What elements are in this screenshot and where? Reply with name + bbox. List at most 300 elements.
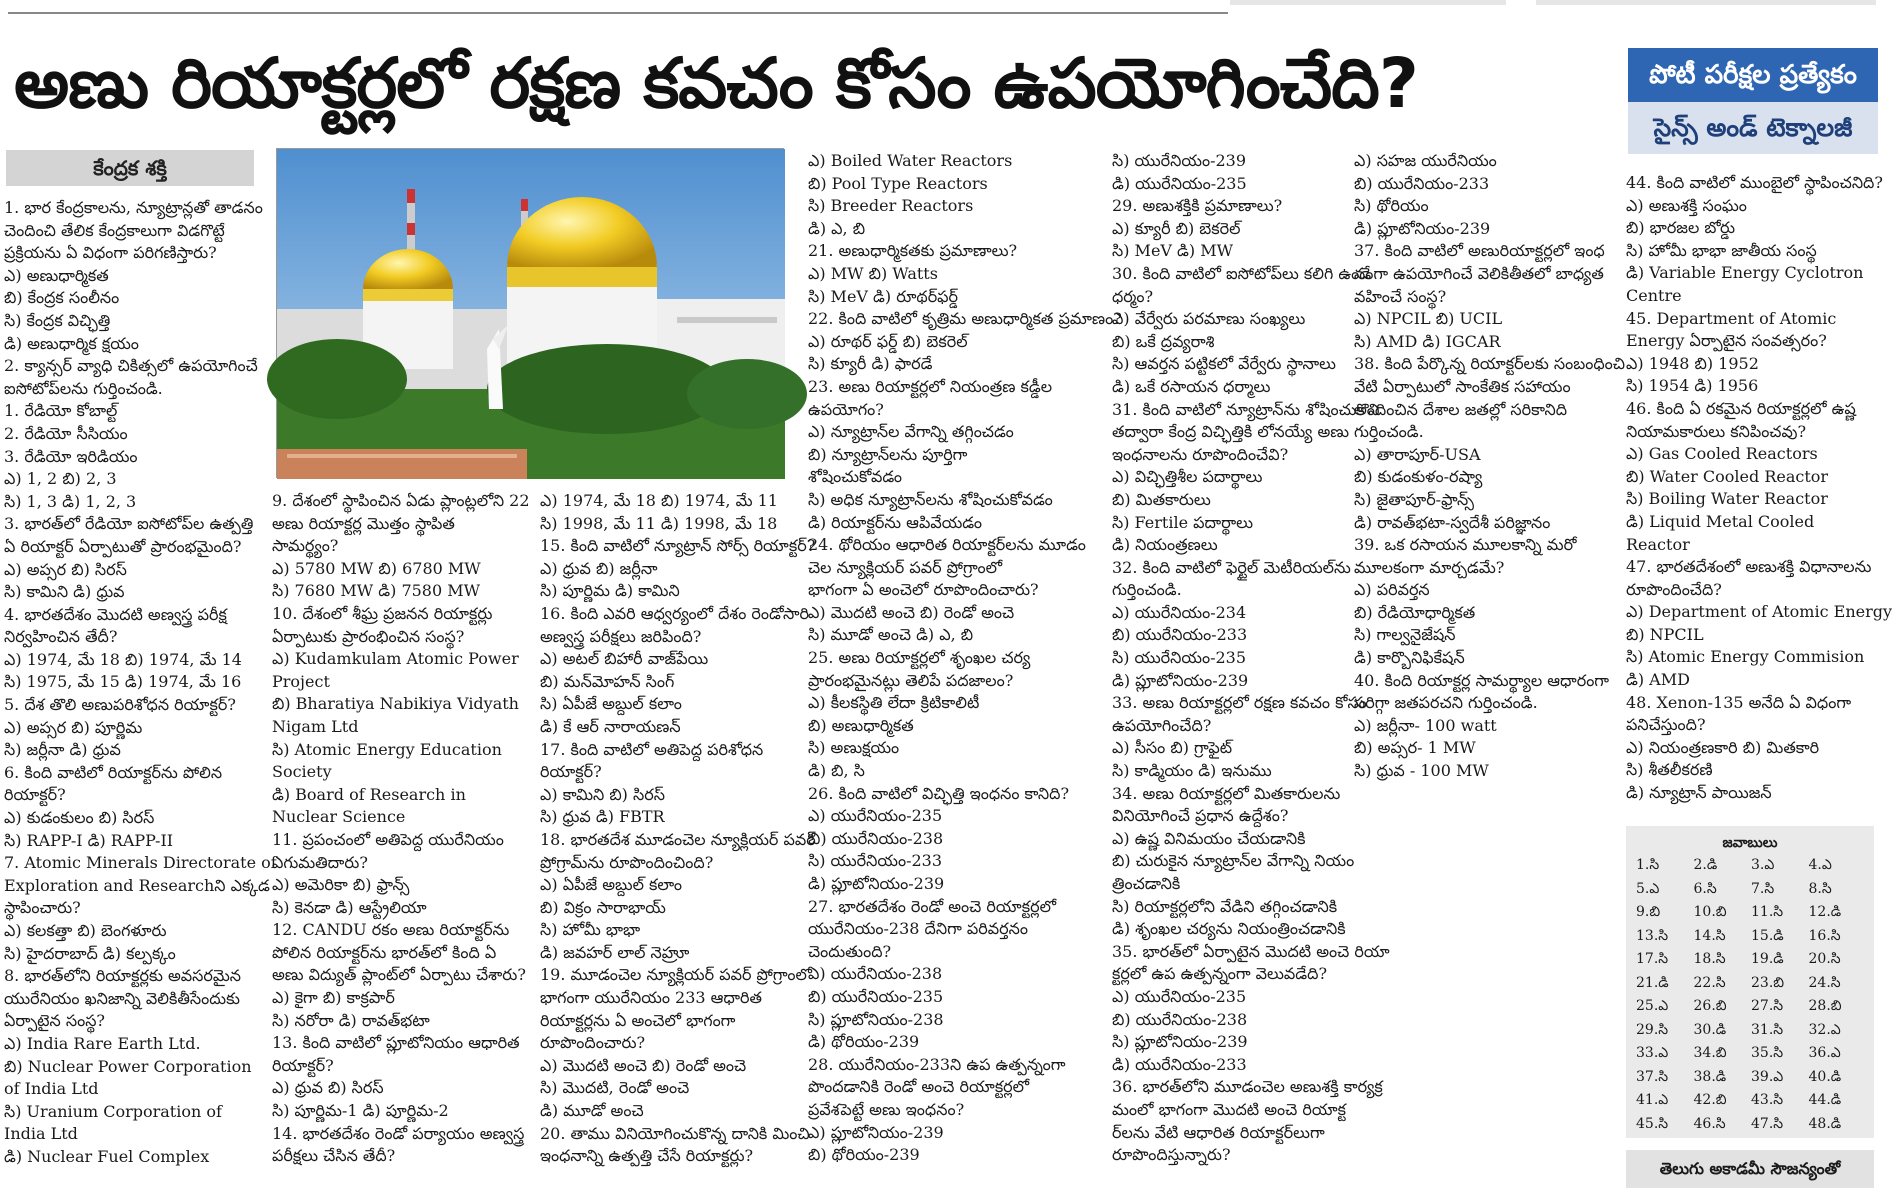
answer-item: 15.డి [1751, 927, 1784, 944]
column-1-line: యురేనియం ఖనిజాన్ని వెలికితీసేందుకు [4, 988, 240, 1008]
column-5-line: 35. భారత్‌లో ఏర్పాటైన మొదటి అంచె రియా [1112, 941, 1390, 961]
column-1-line: ఎ) 1, 2 బి) 2, 3 [4, 469, 117, 489]
column-2-line: Nigam Ltd [272, 716, 359, 736]
answer-item: 14.సి [1693, 927, 1726, 944]
column-1-line: ఐసోటోప్‌లను గుర్తించండి. [4, 378, 163, 398]
column-6-line: డి) ప్లూటోనియం-239 [1354, 218, 1491, 238]
column-2-line: ఎ) ధ్రువ బి) సిరస్ [272, 1078, 384, 1098]
column-6-line: బి) అప్సర- 1 MW [1354, 738, 1476, 758]
column-3-line: ఎ) అటల్ బిహారీ వాజ్‌పేయి [540, 649, 709, 669]
answer-item: 27.సి [1751, 998, 1784, 1014]
column-2-line: సి) పూర్ణిమ-1 డి) పూర్ణిమ-2 [272, 1101, 449, 1121]
column-7-line: ఎ) అణుశక్తి సంఘం [1626, 195, 1747, 215]
column-1-line: స్థాపించారు? [4, 898, 81, 918]
column-2-line: బి) Bharatiya Nabikiya Vidyath [272, 694, 519, 714]
answer-item: 3.ఎ [1751, 857, 1775, 873]
answer-item: 8.సి [1808, 880, 1832, 897]
column-4-line: డి) ఎ, బి [808, 218, 866, 238]
column-6-line: సి) ధ్రువ - 100 MW [1354, 761, 1489, 781]
column-6-line: సరిగ్గా జతపరచని గుర్తించండి. [1354, 693, 1538, 713]
column-2-line: డి) Board of Research in [272, 784, 466, 804]
top-rule-grey-right [1536, 0, 1876, 5]
answer-item: 35.సి [1751, 1045, 1784, 1061]
column-7-line: సి) Boiling Water Reactor [1626, 489, 1828, 509]
column-3-line: 15. కింది వాటిలో న్యూట్రాన్ సోర్స్ రియాక్టర్? [540, 536, 816, 556]
answer-item: 24.సి [1808, 974, 1841, 991]
column-4-line: చెల న్యూక్లియర్ పవర్ ప్రోగ్రాంలో [808, 557, 1003, 577]
column-3-line: ఎ) ఏపీజే అబ్దుల్ కలాం [540, 875, 683, 895]
column-2-line: ఎ) 5780 MW బి) 6780 MW [272, 558, 481, 578]
column-4-line: 21. అణుధార్మికతకు ప్రమాణాలు? [808, 241, 1018, 261]
badge-bottom: సైన్స్ అండ్ టెక్నాలజీ [1628, 102, 1878, 154]
answer-item: 32.ఎ [1808, 1021, 1841, 1038]
column-5-line: బి) యురేనియం-238 [1112, 1009, 1248, 1029]
column-6-line: వేటి ఏర్పాటులో సాంకేతిక సహాయం [1354, 376, 1571, 396]
column-5-line: బి) ఒకే ద్రవ్యరాశి [1112, 331, 1215, 351]
column-5-line: 29. అణుశక్తికి ప్రమాణాలు? [1112, 196, 1283, 216]
column-1-line: సి) కేంద్రక విచ్ఛిత్తి [4, 310, 111, 330]
column-4-line: సి) ప్లూటోనియం-238 [808, 1009, 944, 1029]
column-1-line: బి) కేంద్రక సంలీనం [4, 288, 120, 308]
column-5-line: ఎ) యురేనియం-235 [1112, 986, 1247, 1006]
answer-item: 41.ఎ [1636, 1092, 1669, 1108]
column-6-line: డి) రావత్‌భటా-స్వదేశీ పరిజ్ఞానం [1354, 512, 1551, 532]
column-6-line: నంగా ఉపయోగించే వెలికితీతలో బాధ్యత [1354, 263, 1604, 283]
answer-item: 44.డి [1808, 1092, 1842, 1108]
column-1-line: 2. రేడియో సీసియం [4, 423, 128, 443]
column-6-line: సి) గాల్వనైజేషన్ [1354, 625, 1456, 645]
column-3-line: 19. మూడంచెల న్యూక్లియర్ పవర్ ప్రోగ్రాంలో [540, 965, 812, 985]
answer-item: 46.సి [1693, 1115, 1726, 1132]
column-5-line: వినియోగించే ప్రధాన ఉద్దేశం? [1112, 806, 1289, 826]
column-7-line: డి) Liquid Metal Cooled [1626, 511, 1815, 531]
column-5-line: సి) MeV డి) MW [1112, 241, 1234, 261]
column-4-line: సి) అధిక న్యూట్రాన్‌లను శోషించుకోవడం [808, 489, 1053, 509]
column-6-line: బి) యురేనియం-233 [1354, 173, 1490, 193]
answer-item: 45.సి [1636, 1115, 1669, 1132]
column-5-line: క్టర్లలో ఉప ఉత్పన్నంగా వెలువడేది? [1112, 964, 1328, 984]
column-6-line: 39. ఒక రసాయన మూలకాన్ని మరో [1354, 535, 1577, 555]
column-6-line: ఎ) పరివర్తన [1354, 580, 1430, 600]
column-5-line: ఎ) క్యూరీ బి) బెకరెల్ [1112, 218, 1241, 238]
column-2-line: సి) Atomic Energy Education [272, 739, 502, 759]
column-7-line: 47. భారతదేశంలో అణుశక్తి విధానాలను [1626, 557, 1872, 577]
column-1-line: ఎ) 1974, మే 18 బి) 1974, మే 14 [4, 649, 242, 669]
column-2 [272, 490, 528, 1168]
column-4-line: ఎ) మొదటి అంచె బి) రెండో అంచె [808, 602, 1015, 622]
answer-item: 18.సి [1693, 951, 1726, 967]
column-7-line: 45. Department of Atomic [1626, 308, 1837, 328]
answer-item: 33.ఎ [1636, 1045, 1669, 1061]
column-2-line: 13. కింది వాటిలో ప్లూటోనియం ఆధారిత [272, 1033, 520, 1053]
column-2-line: పోలిన రియాక్టర్‌ను భారత్‌లో కింది ఏ [272, 942, 497, 962]
column-1-line: of India Ltd [4, 1079, 99, 1099]
column-5-line: ఇంధనాలను రూపొందించేవి? [1112, 444, 1289, 464]
column-2-line: ఎ) అమెరికా బి) ఫ్రాన్స్ [272, 875, 410, 895]
answer-item: 20.సి [1808, 951, 1841, 967]
column-1-line: డి) అణుధార్మిక క్షయం [4, 333, 139, 353]
answer-item: 28.బి [1808, 998, 1842, 1014]
column-1-line: 3. రేడియో ఇరిడియం [4, 446, 138, 466]
column-1-line: సి) హైదరాబాద్ డి) కల్పక్కం [4, 943, 176, 963]
column-2-line: సామర్థ్యం? [272, 536, 339, 556]
column-3-line: డి) కే ఆర్ నారాయణన్ [540, 716, 681, 736]
column-2-line: 10. దేశంలో శీఘ్ర ప్రజనన రియాక్టర్లు [272, 603, 493, 623]
column-7-line: బి) భారజల బోర్డు [1626, 218, 1736, 238]
answer-item: 9.బి [1636, 904, 1661, 920]
column-5-line: ఎ) సీసం బి) గ్రాఫైట్ [1112, 738, 1233, 758]
column-1-line: ఎ) అణుధార్మికత [4, 265, 109, 285]
column-2-line: అణు రియాక్టర్ల మొత్తం స్థాపిత [272, 513, 455, 533]
answer-item: 38.డి [1693, 1068, 1727, 1085]
column-2-line: Project [272, 671, 330, 691]
column-1-line: సి) కామిని డి) ధ్రువ [4, 582, 125, 602]
answer-item: 31.సి [1751, 1021, 1784, 1038]
column-4-line: సి) క్యూరీ డి) ఫారడే [808, 354, 933, 374]
column-4-line: డి) ప్లూటోనియం-239 [808, 874, 945, 893]
column-7-line: నియామకారులు కనిపించవు? [1626, 421, 1807, 441]
column-3-line: ఎ) ధ్రువ బి) జర్లీనా [540, 558, 658, 578]
column-4-line: సి) మూడో అంచె డి) ఎ, బి [808, 625, 974, 645]
answer-item: 47.సి [1751, 1115, 1784, 1132]
column-2-line: ఏర్పాటుకు ప్రారంభించిన సంస్థ? [272, 626, 465, 646]
column-4-line: ప్రవేశపెట్టే అణు ఇంధనం? [808, 1099, 965, 1119]
column-4-line: బి) అణుధార్మికత [808, 715, 914, 735]
column-5-line: ఎ) యురేనియం-234 [1112, 602, 1247, 622]
column-5-line: ర్‌లను వేటి ఆధారిత రియాక్టర్‌లుగా [1112, 1122, 1325, 1142]
column-4-line: ఎ) రూథర్ ఫర్డ్ బి) బెకరెల్ [808, 331, 968, 351]
column-1-line: ఏర్పాటైన సంస్థ? [4, 1011, 106, 1031]
answer-item: 37.సి [1636, 1068, 1669, 1085]
column-4-line: ఎ) Boiled Water Reactors [808, 151, 1013, 170]
column-2-line: ఎ) కైగా బి) కాక్రపార్ [272, 988, 395, 1008]
answer-item: 10.బి [1693, 904, 1727, 920]
column-6-line: సి) AMD డి) IGCAR [1354, 331, 1501, 351]
column-2-line: అణు విద్యుత్ ప్లాంట్‌లో ఏర్పాటు చేశారు? [272, 965, 526, 985]
column-1-line: 5. దేశ తొలి అణుపరిశోధన రియాక్టర్? [4, 695, 236, 715]
column-6-line: మూలకంగా మార్చడమే? [1354, 557, 1505, 577]
column-1-line: 6. కింది వాటిలో రియాక్టర్‌ను పోలిన [4, 762, 223, 782]
column-1-line: 1. భార కేంద్రకాలను, న్యూట్రాన్లతో తాడనం [4, 198, 263, 217]
section-title: కేంద్రక శక్తి [6, 150, 254, 186]
column-3-line: ఎ) 1974, మే 18 బి) 1974, మే 11 [540, 491, 778, 510]
column-1-line: ఎ) అప్సర బి) సిరస్ [4, 559, 127, 579]
column-6-line: 40. కింది రియాక్టర్ల సామర్థ్యాల ఆధారంగా [1354, 670, 1610, 690]
column-1-line: ప్రక్రియను ఏ విధంగా పరిగణిస్తారు? [4, 243, 217, 263]
column-5 [1112, 150, 1390, 1167]
column-3-line: 20. తాము వినియోగించుకొన్న దానికి మించి [540, 1123, 810, 1143]
column-3-line: 16. కింది ఎవరి ఆధ్వర్యంలో దేశం రెండోసారి [540, 603, 810, 623]
answer-item: 4.ఎ [1808, 857, 1832, 873]
column-7-line: సి) శీతలీకరణి [1626, 760, 1713, 780]
column-4-line: సి) MeV డి) రూథర్‌ఫర్డ్ [808, 286, 959, 306]
column-7-line: రూపొందించేది? [1626, 579, 1722, 599]
column-7-line: బి) Water Cooled Reactor [1626, 466, 1829, 486]
column-7-line: సి) 1954 డి) 1956 [1626, 376, 1759, 396]
column-4-line: సి) Breeder Reactors [808, 196, 974, 216]
column-3-line: సి) ధ్రువ డి) FBTR [540, 807, 665, 827]
column-2-line: రియాక్టర్? [272, 1055, 334, 1075]
column-5-line: 34. అణు రియాక్టర్లలో మితకారులను [1112, 783, 1341, 803]
answer-item: 26.బి [1693, 998, 1727, 1014]
column-4-line: ఎ) కీలకస్థితి లేదా క్రిటికాలిటీ [808, 693, 980, 713]
column-4-line: 23. అణు రియాక్టర్లలో నియంత్రణ కడ్డీల [808, 376, 1053, 396]
column-5-line: డి) యురేనియం-233 [1112, 1054, 1247, 1074]
column-5-line: త్రించడానికి [1112, 874, 1181, 893]
column-5-line: ఉపయోగించేది? [1112, 715, 1212, 735]
column-4-line: చెందుతుంది? [808, 941, 892, 961]
column-3-line: ఎ) కామిని బి) సిరస్ [540, 784, 665, 804]
answer-item: 23.బి [1751, 974, 1785, 991]
answer-item: 19.డి [1751, 951, 1784, 967]
column-5-line: ఎ) విచ్ఛిత్తిశీల పదార్థాలు [1112, 467, 1263, 487]
column-7-line: Centre [1626, 285, 1682, 305]
column-1-line: ఎ) అప్సర బి) పూర్ణిమ [4, 717, 143, 737]
column-3 [540, 490, 816, 1168]
answer-item: 42.బి [1693, 1092, 1727, 1108]
column-6-line: ఎ) తారాపూర్-USA [1354, 444, 1481, 464]
column-4-line: బి) యురేనియం-235 [808, 986, 944, 1006]
column-2-line: 11. ప్రపంచంలో అతిపెద్ద యురేనియం [272, 829, 504, 849]
column-1-line: 4. భారతదేశం మొదటి అణ్వస్త్ర పరీక్ష [4, 604, 227, 624]
exam-badge [1628, 48, 1878, 154]
column-5-line: సి) కాడ్మియం డి) ఇనుము [1112, 761, 1272, 781]
credit-line: తెలుగు అకాడమీ సౌజన్యంతో [1626, 1150, 1874, 1188]
column-3-line: బి) మన్‌మోహన్ సింగ్ [540, 671, 675, 691]
column-3-line: ఇంధనాన్ని ఉత్పత్తి చేసే రియాక్టర్లు? [540, 1146, 754, 1166]
column-6-line: 37. కింది వాటిలో అణురియాక్టర్లలో ఇంధ [1354, 241, 1605, 261]
column-1-line: సి) 1, 3 డి) 1, 2, 3 [4, 491, 137, 511]
column-4-line: సి) యురేనియం-233 [808, 851, 943, 871]
column-2-line: 9. దేశంలో స్థాపించిన ఏడు ప్లాంట్లలోని 22 [272, 491, 530, 510]
column-3-line: ప్రోగ్రామ్‌ను రూపొందించింది? [540, 852, 714, 872]
column-3-line: భాగంగా యురేనియం 233 ఆధారిత [540, 988, 762, 1008]
nuclear-plant-photo [276, 148, 784, 478]
column-3-line: సి) పూర్ణిమ డి) కామిని [540, 581, 680, 601]
column-4-line: డి) థోరియం-239 [808, 1032, 920, 1052]
answer-item: 43.సి [1751, 1092, 1784, 1108]
column-3-line: రూపొందించారు? [540, 1033, 646, 1053]
column-5-line: 32. కింది వాటిలో ఫెర్టైల్ మెటీరియల్‌ను [1112, 557, 1351, 577]
answer-item: 12.డి [1808, 904, 1842, 920]
answer-item: 36.ఎ [1808, 1045, 1841, 1061]
column-5-line: 30. కింది వాటిలో ఐసోటోప్‌లు కలిగి ఉండే [1112, 263, 1372, 283]
column-7-line: డి) న్యూట్రాన్ పాయిజన్ [1626, 783, 1772, 803]
column-4-line: సి) అణుక్షయం [808, 738, 900, 758]
column-4-line: ఎ) ప్లూటోనియం-239 [808, 1122, 944, 1142]
column-6-line: వహించే సంస్థ? [1354, 286, 1447, 306]
column-1-line: Exploration and Researchని ఎక్కడ [4, 875, 270, 895]
answer-key-title: జవాబులు [1722, 835, 1778, 851]
answer-item: 11.సి [1751, 904, 1784, 920]
answer-item: 21.డి [1636, 974, 1669, 991]
column-7-line: పనిచేస్తుంది? [1626, 715, 1706, 735]
column-2-line: సి) 7680 MW డి) 7580 MW [272, 581, 481, 601]
answer-item: 30.డి [1693, 1021, 1727, 1038]
column-5-line: ధర్మం? [1112, 286, 1154, 306]
column-2-line: Society [272, 762, 332, 782]
column-4-line: ఎ) MW బి) Watts [808, 263, 938, 283]
column-3-line: సి) 1998, మే 11 డి) 1998, మే 18 [540, 513, 778, 533]
column-3-line: ఎ) మొదటి అంచె బి) రెండో అంచె [540, 1055, 747, 1075]
column-1-line: 3. భారత్‌లో రేడియో ఐసోటోప్‌ల ఉత్పత్తి [4, 514, 254, 534]
column-4-line: ప్రారంభమైనట్లు తెలిపే పదజాలం? [808, 670, 1014, 690]
column-6-line: అందించిన దేశాల జతల్లో సరికానిది [1354, 399, 1568, 419]
column-7-line: బి) NPCIL [1626, 624, 1704, 644]
column-4-line: బి) Pool Type Reactors [808, 173, 988, 193]
column-5-line: సి) ప్లూటోనియం-239 [1112, 1032, 1248, 1052]
column-3-line: సి) ఏపీజే అబ్దుల్ కలాం [540, 694, 682, 714]
column-1-line: బి) Nuclear Power Corporation [4, 1056, 252, 1076]
column-5-line: డి) శృంఖల చర్యను నియంత్రించడానికి [1112, 919, 1346, 939]
column-5-line: డి) ఒకే రసాయన ధర్మాలు [1112, 376, 1271, 396]
column-4-line: బి) యురేనియం-238 [808, 828, 944, 848]
column-5-line: మంలో భాగంగా మొదటి అంచె రియాక్ట [1112, 1099, 1347, 1119]
column-1-line: నిర్వహించిన తేదీ? [4, 627, 118, 647]
column-3-line: రియాక్టర్లను ఏ అంచెలో భాగంగా [540, 1010, 736, 1030]
column-6-line: ఎ) సహజ యురేనియం [1354, 151, 1497, 170]
column-4 [808, 150, 1122, 1167]
column-4-line: 26. కింది వాటిలో విచ్ఛిత్తి ఇంధనం కానిది? [808, 783, 1070, 803]
answer-item: 2.డి [1693, 857, 1718, 873]
column-4-line: డి) బి, సి [808, 761, 865, 781]
column-1-line: India Ltd [4, 1124, 78, 1144]
answer-grid [1636, 854, 1864, 1135]
column-4-line: బి) న్యూట్రాన్‌లను పూర్తిగా [808, 444, 968, 464]
column-7-line: 44. కింది వాటిలో ముంబైలో స్థాపించనిది? [1626, 173, 1883, 192]
column-5-line: 31. కింది వాటిలో న్యూట్రాన్‌ను శోషించుకొని [1112, 399, 1380, 419]
column-4-line: 28. యురేనియం-233ని ఉప ఉత్పన్నంగా [808, 1054, 1066, 1074]
column-6-line: బి) కుడంకుళం-రష్యా [1354, 467, 1483, 487]
answer-item: 40.డి [1808, 1068, 1842, 1085]
column-5-line: డి) నియంత్రణలు [1112, 535, 1218, 555]
column-7-line: ఎ) Department of Atomic Energy [1626, 602, 1892, 622]
column-4-line: ఎ) న్యూట్రాన్‌ల వేగాన్ని తగ్గించడం [808, 422, 1014, 442]
column-5-line: తద్వారా కేంద్ర విచ్ఛిత్తికి లోనయ్యే అణు [1112, 422, 1350, 442]
column-7-line: Reactor [1626, 534, 1690, 554]
column-4-line: 25. అణు రియాక్టర్లలో శృంఖల చర్య [808, 648, 1031, 668]
answer-item: 25.ఎ [1636, 998, 1669, 1014]
column-5-line: డి) ప్లూటోనియం-239 [1112, 670, 1249, 690]
column-3-line: సి) మొదటి, రెండో అంచె [540, 1078, 690, 1098]
column-5-line: 33. అణు రియాక్టర్లలో రక్షణ కవచం కోసం [1112, 693, 1367, 713]
top-rule-grey [1230, 0, 1506, 5]
column-1-line: 8. భారత్‌లోని రియాక్టర్లకు అవసరమైన [4, 966, 242, 986]
column-3-line: సి) హోమీ భాభా [540, 920, 641, 940]
column-6-line: ఎ) NPCIL బి) UCIL [1354, 309, 1503, 329]
column-3-line: డి) జవహర్ లాల్ నెహ్రూ [540, 942, 690, 962]
column-5-line: 36. భారత్‌లోని మూడంచెల అణుశక్తి కార్యక్ర [1112, 1077, 1383, 1097]
answer-item: 17.సి [1636, 951, 1669, 967]
answer-item: 7.సి [1751, 880, 1775, 897]
answer-item: 29.సి [1636, 1021, 1669, 1038]
column-2-line: సి) నరోరా డి) రావత్‌భటా [272, 1010, 430, 1030]
column-3-line: అణ్వస్త్ర పరీక్షలు జరిపింది? [540, 626, 702, 646]
column-3-line: 17. కింది వాటిలో అతిపెద్ద పరిశోధన [540, 739, 764, 759]
column-4-line: పొందడానికి రెండో అంచె రియాక్టర్లలో [808, 1077, 1030, 1097]
column-7-line: ఎ) నియంత్రణకారి బి) మితకారి [1626, 737, 1820, 757]
column-3-line: 18. భారతదేశ మూడంచెల న్యూక్లియర్ పవర్ [540, 829, 816, 849]
column-6-line: గుర్తించండి. [1354, 422, 1424, 442]
column-5-line: సి) యురేనియం-235 [1112, 648, 1247, 668]
column-7-line: 46. కింది ఏ రకమైన రియాక్టర్లలో ఉష్ణ [1626, 398, 1856, 418]
column-7-line: డి) AMD [1626, 670, 1690, 690]
column-4-line: డి) రియాక్టర్‌ను ఆపివేయడం [808, 512, 982, 532]
column-7-line: Energy ఏర్పాటైన సంవత్సరం? [1626, 331, 1827, 351]
answer-item: 48.డి [1808, 1115, 1842, 1132]
column-1-line: ఎ) కుడంకులం బి) సిరస్ [4, 808, 155, 828]
badge-top: పోటీ పరీక్షల ప్రత్యేకం [1628, 48, 1878, 102]
column-5-line: గుర్తించండి. [1112, 580, 1182, 600]
column-1-line: సి) RAPP-I డి) RAPP-II [4, 830, 174, 850]
column-5-line: ఎ) వేర్వేరు పరమాణు సంఖ్యలు [1112, 309, 1306, 329]
column-7-line: ఎ) 1948 బి) 1952 [1626, 353, 1759, 373]
column-7-line: సి) హోమీ భాభా జాతీయ సంస్థ [1626, 240, 1817, 260]
top-rule [8, 12, 1228, 14]
column-7-line: ఎ) Gas Cooled Reactors [1626, 444, 1818, 464]
column-7-line: 48. Xenon-135 అనేది ఏ విధంగా [1626, 692, 1852, 712]
answer-key [1626, 826, 1874, 1138]
column-5-line: సి) Fertile పదార్థాలు [1112, 512, 1254, 532]
column-6-line: డి) కార్బొనిఫికేషన్ [1354, 648, 1465, 668]
column-1-line: ఎ) కలకత్తా బి) బెంగళూరు [4, 921, 167, 940]
column-1-line: డి) Nuclear Fuel Complex [4, 1146, 210, 1166]
column-4-line: ఎ) యురేనియం-238 [808, 964, 943, 984]
column-6-line: సి) జైతాపూర్-ఫ్రాన్స్ [1354, 489, 1474, 509]
column-1-line: చెందించి తేలిక కేంద్రకాలుగా విడగొట్టే [4, 220, 225, 240]
column-1-line: రియాక్టర్? [4, 785, 66, 805]
column-4-line: 22. కింది వాటిలో కృత్రిమ అణుధార్మికత ప్రమాణం? [808, 309, 1122, 329]
column-6-line: సి) థోరియం [1354, 196, 1429, 216]
column-2-line: 14. భారతదేశం రెండో పర్యాయం అణ్వస్త్ర [272, 1123, 525, 1143]
column-1-line: 2. క్యాన్సర్ వ్యాధి చికిత్సలో ఉపయోగించే [4, 356, 258, 376]
column-1-line: ఏ రియాక్టర్ ఏర్పాటుతో ప్రారంభమైంది? [4, 536, 242, 556]
column-1-line: 1. రేడియో కోబాల్ట్ [4, 401, 118, 421]
answer-item: 39.ఎ [1751, 1068, 1784, 1085]
headline: అణు రియాక్టర్లలో రక్షణ కవచం కోసం ఉపయోగించేది? [14, 44, 1418, 124]
column-7-line: సి) Atomic Energy Commision [1626, 647, 1865, 667]
column-3-line: బి) విక్రం సారాభాయ్ [540, 897, 666, 917]
column-4-line: యురేనియం-238 దేనిగా పరివర్తనం [808, 919, 1028, 939]
column-5-line: సి) యురేనియం-239 [1112, 151, 1247, 170]
column-7-line: డి) Variable Energy Cyclotron [1626, 263, 1864, 283]
column-4-line: శోషించుకోవడం [808, 467, 903, 487]
answer-item: 13.సి [1636, 927, 1669, 944]
column-2-line: Nuclear Science [272, 807, 406, 827]
column-4-line: ఉపయోగం? [808, 399, 884, 419]
column-3-line: రియాక్టర్? [540, 762, 602, 782]
column-1-line: ఎ) India Rare Earth Ltd. [4, 1033, 201, 1053]
answer-item: 6.సి [1693, 880, 1717, 897]
column-2-line: ఎగుమతిదారు? [272, 852, 368, 872]
column-2-line: పరీక్షలు చేసిన తేదీ? [272, 1146, 396, 1166]
column-5-line: సి) ఆవర్తన పట్టికలో వేర్వేరు స్థానాలు [1112, 354, 1336, 374]
column-7 [1626, 172, 1892, 805]
column-2-line: ఎ) Kudamkulam Atomic Power [272, 649, 519, 669]
column-4-line: 24. థోరియం ఆధారిత రియాక్టర్‌లను మూడం [808, 535, 1086, 555]
column-4-line: ఎ) యురేనియం-235 [808, 806, 943, 826]
column-4-line: భాగంగా ఏ అంచెలో రూపొందించారు? [808, 580, 1039, 600]
column-1-line: సి) 1975, మే 15 డి) 1974, మే 16 [4, 672, 242, 692]
column-2-line: 12. CANDU రకం అణు రియాక్టర్‌ను [272, 920, 510, 940]
column-2-line: సి) కెనడా డి) ఆస్ట్రేలియా [272, 897, 427, 917]
column-5-line: సి) రియాక్టర్లలోని వేడిని తగ్గించడానికి [1112, 896, 1338, 916]
column-1-line: సి) జర్లీనా డి) ధ్రువ [4, 740, 121, 760]
column-3-line: డి) మూడో అంచె [540, 1101, 644, 1121]
answer-item: 34.బి [1693, 1045, 1727, 1061]
answer-item: 1.సి [1636, 857, 1660, 873]
column-4-line: 27. భారతదేశం రెండో అంచె రియాక్టర్లలో [808, 896, 1057, 916]
